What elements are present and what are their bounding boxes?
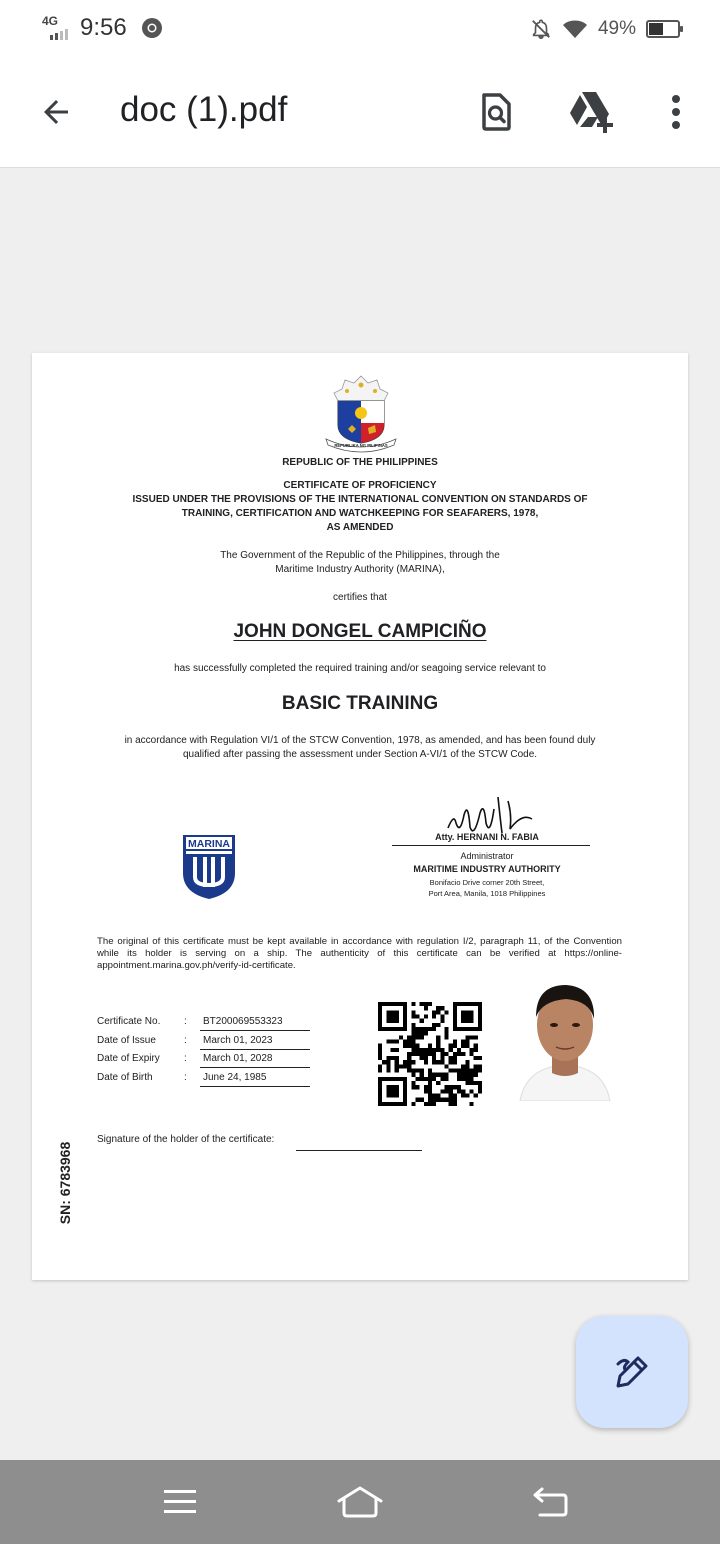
holder-signature-label: Signature of the holder of the certificate: — [97, 1134, 275, 1145]
search-document-icon — [478, 92, 514, 132]
authenticity-notice: The original of this certificate must be kept available in accordance with regulation I/2, paragraph 11, of the Convention while its holder is serving on a ship. The authenticity of this certificate can be verified at https://online-appointment.marina.gov.ph/verify-id-certificate. — [97, 936, 622, 971]
marina-logo-icon — [181, 833, 237, 901]
seal-text: REPUBLIKA NG PILIPINAS — [334, 443, 388, 448]
certifies-text: certifies that — [333, 592, 387, 603]
accordance-statement: in accordance with Regulation VI/1 of the STCW Convention, 1978, as amended, and has been found duly qualified after passing the assessment under Section A-VI/1 of the STCW Code. — [124, 735, 596, 760]
app-bar — [0, 56, 720, 168]
navigation-bar — [0, 1460, 720, 1544]
marina-logo-text: MARINA — [188, 838, 230, 850]
annotate-button[interactable] — [576, 1316, 688, 1428]
completion-statement: has successfully completed the required training and/or seagoing service relevant to — [174, 663, 546, 674]
certificate-number: BT200069553323 — [200, 1016, 310, 1031]
signal-icon — [50, 28, 74, 40]
authority-name: MARITIME INDUSTRY AUTHORITY — [413, 864, 561, 874]
home-button[interactable] — [336, 1480, 384, 1524]
government-statement: The Government of the Republic of the Philippines, through the Maritime Industry Authority (MARINA), — [220, 550, 500, 575]
home-icon — [336, 1485, 384, 1519]
date-of-issue: March 01, 2023 — [200, 1035, 310, 1050]
date-of-birth: June 24, 1985 — [200, 1072, 310, 1087]
certificate-title: CERTIFICATE OF PROFICIENCY ISSUED UNDER THE PROVISIONS OF THE INTERNATIONAL CONVENTION ON STANDARDS OF TRAINING, CERTIFICATION AND WATCHKEEPING FOR SEAFARERS, 1978, AS AMENDED — [132, 480, 588, 533]
serial-number: SN: 6783968 — [57, 1141, 73, 1225]
arrow-back-icon — [38, 94, 74, 130]
draw-icon — [612, 1352, 652, 1392]
signature-line — [392, 845, 590, 846]
more-options-icon — [670, 94, 682, 130]
holder-signature-line — [296, 1150, 422, 1151]
search-document-button[interactable] — [468, 84, 524, 140]
holder-photo — [500, 975, 630, 1101]
chrome-icon — [141, 17, 163, 39]
recent-apps-icon — [162, 1487, 198, 1517]
battery-percent: 49% — [597, 18, 636, 39]
clock: 9:56 — [80, 14, 127, 41]
network-type: 4G — [42, 14, 59, 28]
recent-apps-button[interactable] — [156, 1480, 204, 1524]
qr-code — [378, 1002, 482, 1106]
republic-heading: REPUBLIC OF THE PHILIPPINES — [282, 457, 438, 468]
notifications-off-icon — [530, 18, 552, 40]
signatory-name: Atty. HERNANI N. FABIA — [435, 832, 539, 842]
back-nav-button[interactable] — [526, 1480, 574, 1524]
holder-name: JOHN DONGEL CAMPICIÑO — [233, 621, 487, 642]
date-of-expiry: March 01, 2028 — [200, 1053, 310, 1068]
status-bar — [0, 0, 720, 56]
philippine-seal-icon — [320, 373, 402, 453]
authority-address: Bonifacio Drive corner 20th Street, Port Area, Manila, 1018 Philippines — [428, 878, 546, 898]
add-to-drive-icon — [567, 90, 615, 134]
back-nav-icon — [530, 1485, 570, 1519]
document-title: doc (1).pdf — [120, 90, 288, 129]
more-options-button[interactable] — [648, 84, 704, 140]
battery-icon — [646, 20, 680, 38]
signatory-role: Administrator — [460, 851, 514, 861]
training-name: BASIC TRAINING — [281, 693, 439, 714]
add-to-drive-button[interactable] — [563, 84, 619, 140]
pdf-page[interactable]: REPUBLIKA NG PILIPINAS REPUBLIC OF THE PHILIPPINES CERTIFICATE OF PROFICIENCY ISSUED UNDER THE PROVISIONS OF THE INTERNATIONAL CONVENTION ON STANDARDS OF TRAINING, CERTIFICATION AND WATCHKEEPING FOR SEAFARERS, 1978, AS AMENDED The Government of the Republic of the Philippines, through the Maritime Industry Authority (MARINA), certifies that JOHN DONGEL CAMPICIÑO has successfully completed the required training and/or seagoing service relevant to BASIC TRAINING in accordance with Regulation VI/1 of the STCW Convention, 1978, as amended, and has been found duly qualified after passing the assessment under Section A-VI/1 of the STCW Code. MARINA Atty. HERNANI N. FABIA Administrator MARITIME INDUSTRY AUTHORITY Bonifacio Drive corner 20th Street, Port Area, Manila, 1018 Philippines The original of this certificate must be kept available in accordance with regulation I/2, paragraph 11, of the Convention while its holder is serving on a ship. The authenticity of this certificate can be verified at https://online-appointment.marina.gov.ph/verify-id-certificate. Certificate No. : BT200069553323 Date of Issue : March 01, 2023 Date of Expiry : March 01, 2028 Date of Birth : June 24, 1985 SN: 6783968 Signature of the holder of the certificate: — [32, 353, 688, 1280]
wifi-icon — [562, 18, 588, 40]
back-button[interactable] — [30, 86, 82, 138]
